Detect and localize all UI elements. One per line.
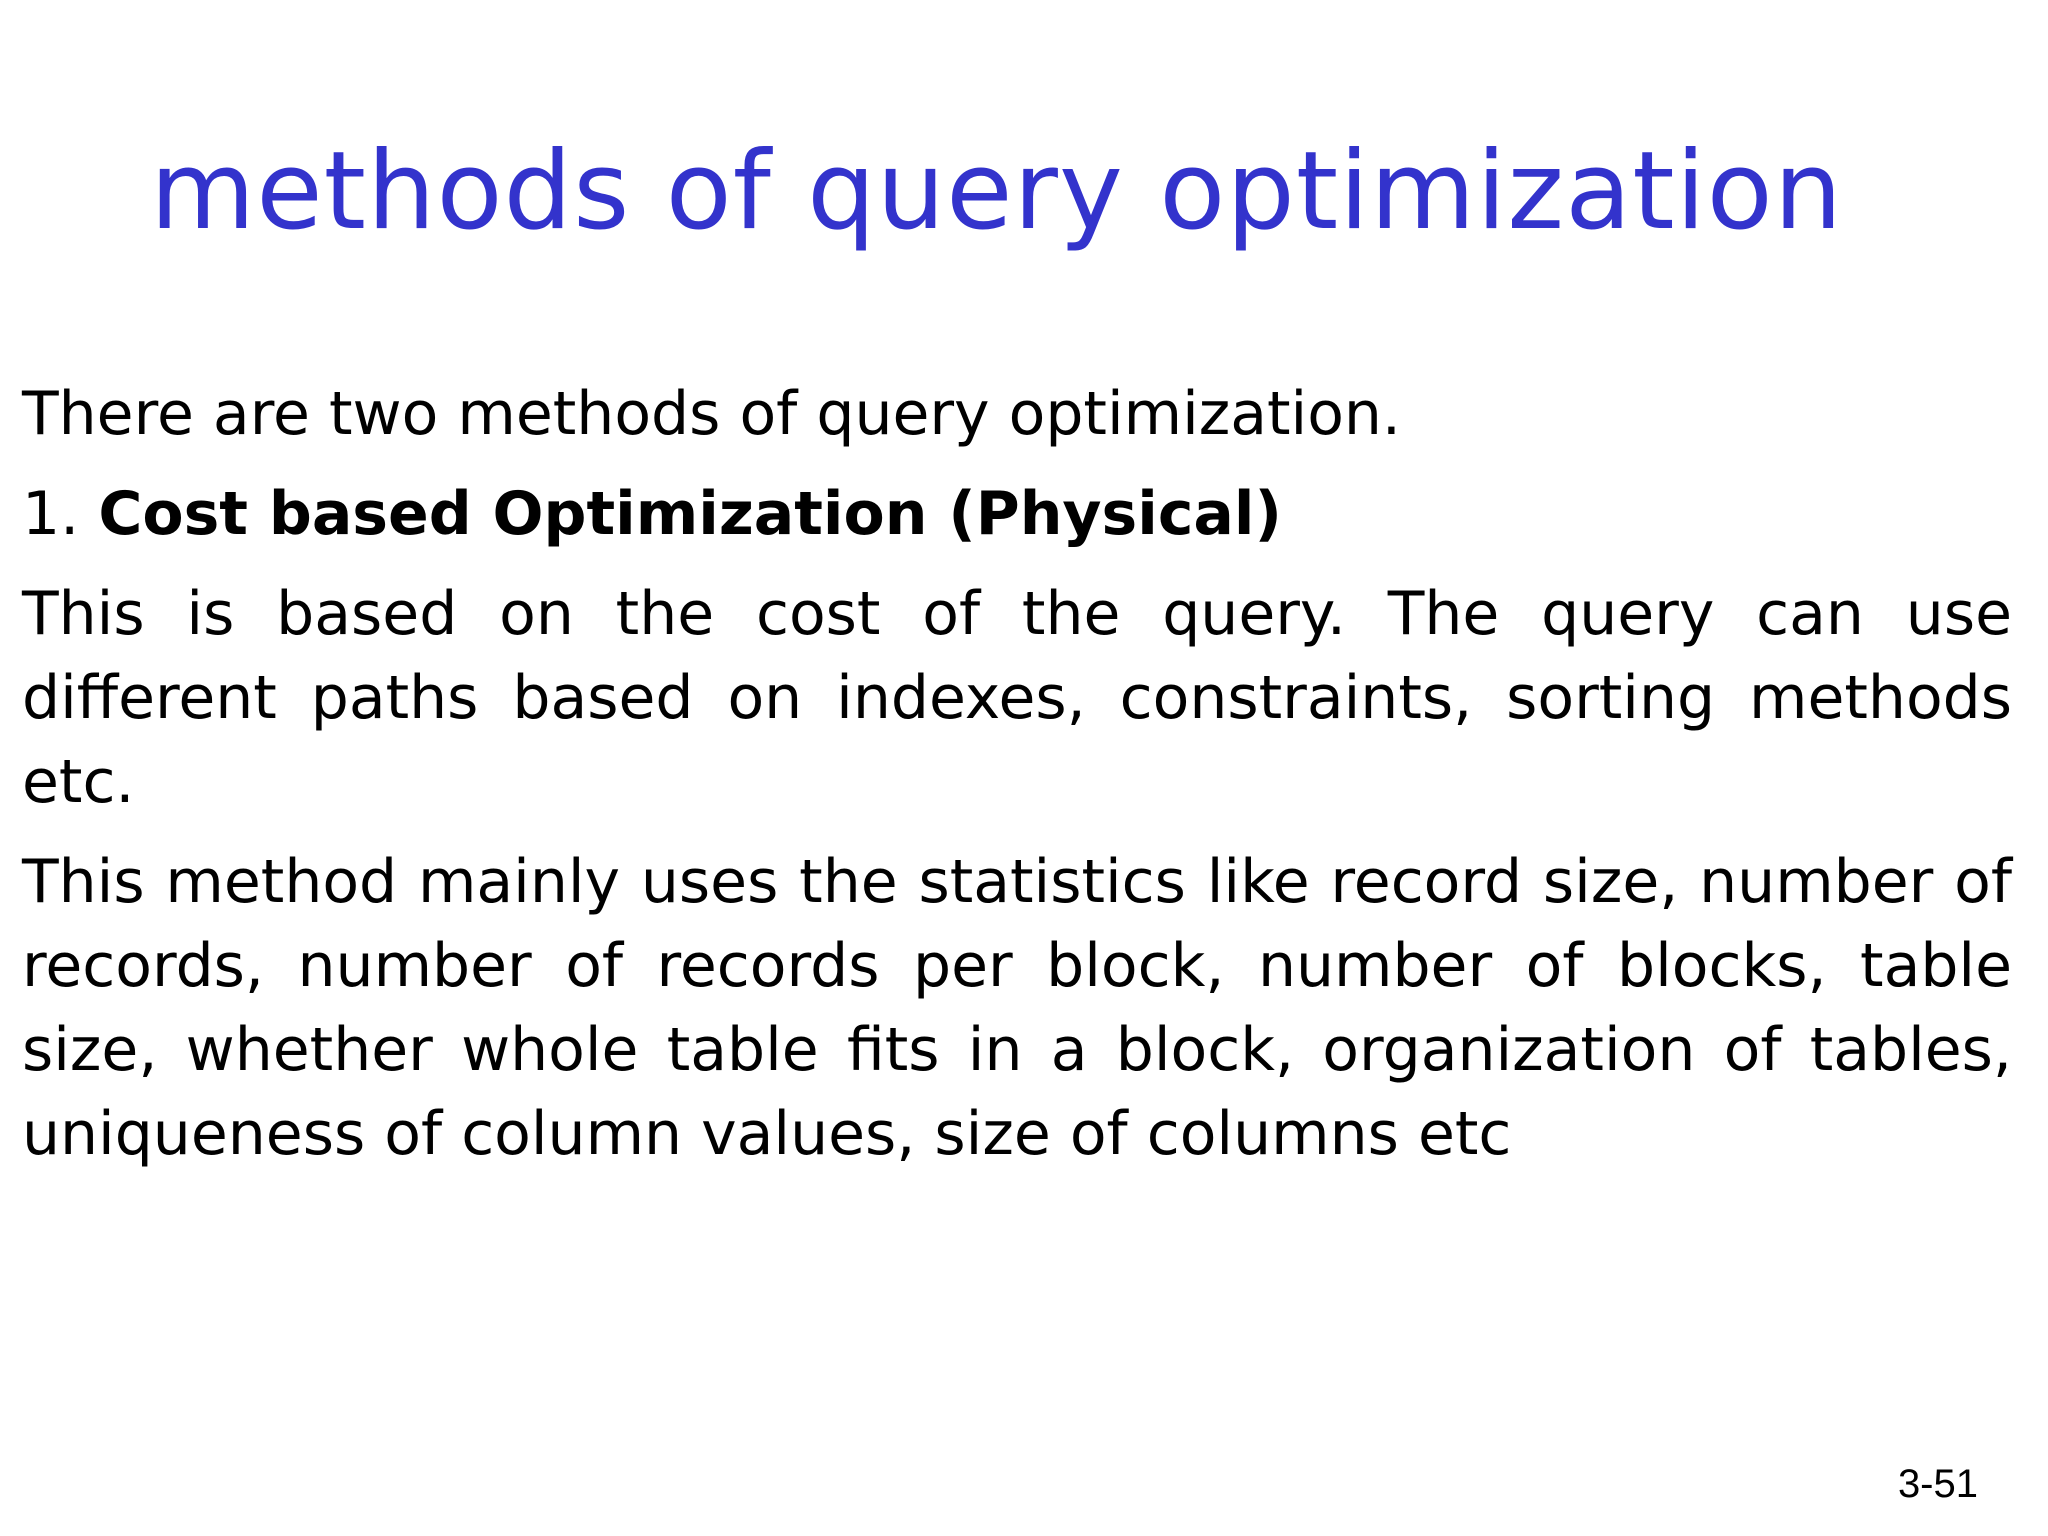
slide-title: methods of query optimization <box>150 129 1844 254</box>
page-number: 3-51 <box>1897 1462 1978 1506</box>
slide-body <box>22 372 2012 1192</box>
list-item-heading <box>22 472 2012 556</box>
list-item-number: 1. <box>22 479 80 549</box>
list-item-title: Cost based Optimization (Physical) <box>98 479 1282 549</box>
paragraph-cost-description: This is based on the cost of the query. The query can use different paths based on indexes, constraints, sorting methods etc. <box>22 579 2012 817</box>
intro-text: There are two methods of query optimization. <box>22 379 1402 449</box>
paragraph-statistics: This method mainly uses the statistics like record size, number of records, number of records per block, number of blocks, table size, whether whole table fits in a block, organization of tables, uniqueness of column values, size of columns etc <box>22 847 2012 1169</box>
